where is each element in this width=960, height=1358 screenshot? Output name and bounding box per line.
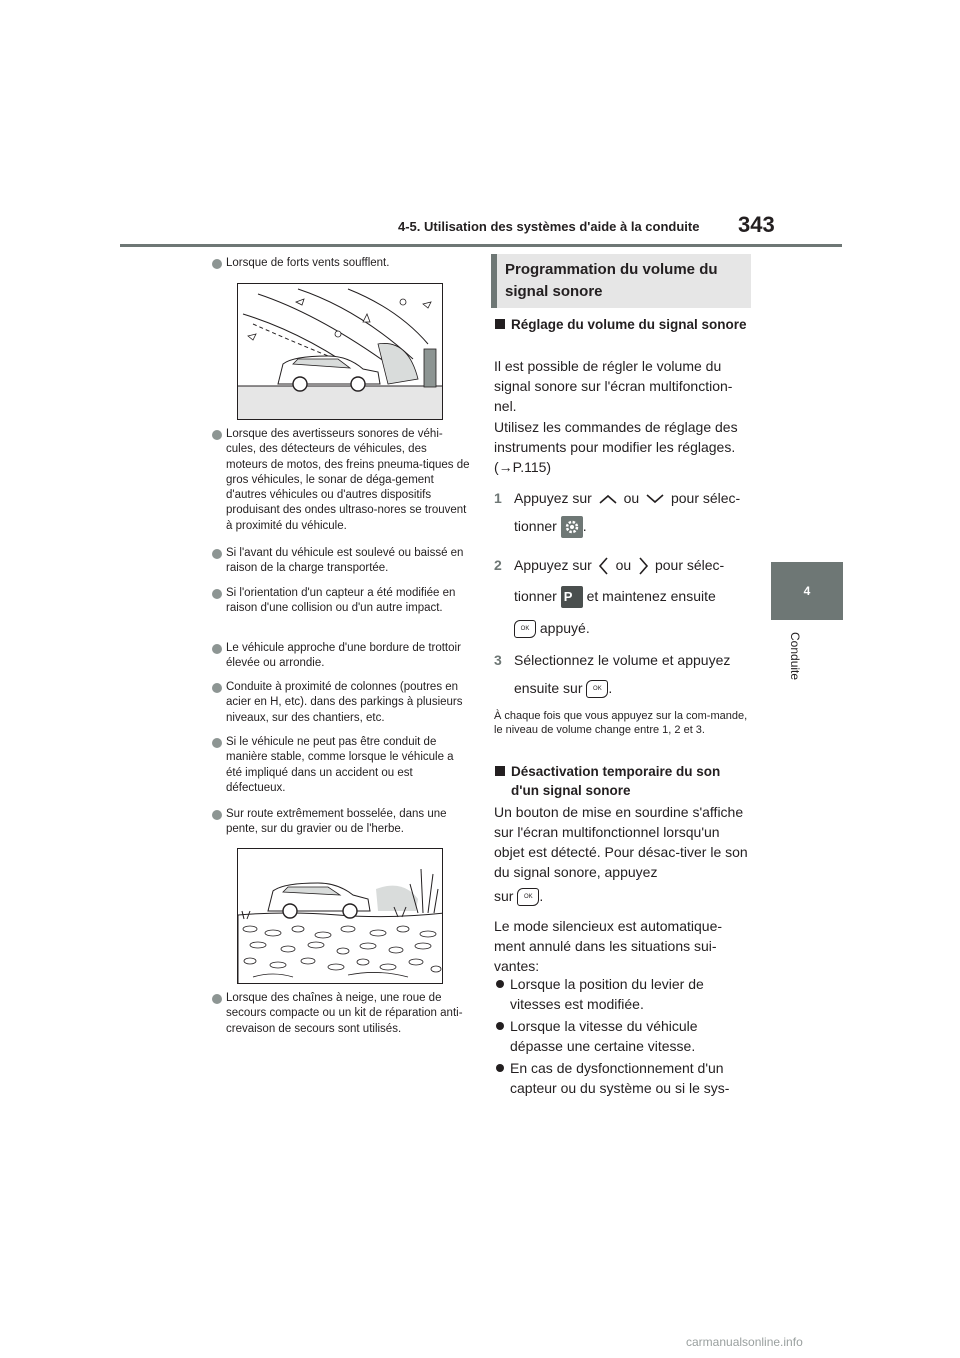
- chapter-tab: 4: [771, 562, 843, 620]
- bullet-icon: [496, 1022, 504, 1030]
- ok-button-icon: OK: [514, 620, 536, 638]
- list-item: Si l'orientation d'un capteur a été modifiée en raison d'une collision ou d'un autre impact.: [212, 586, 470, 617]
- chevron-up-icon: [596, 492, 620, 506]
- list-item: Lorsque des avertisseurs sonores de véhi-cules, des détecteurs de véhicules, des moteurs de motos, des freins pneuma-tiques de gros véhicules, le sonar de déga-gement d'autres véhicules ou d'autres dispositifs produisant des ondes ultraso-nores se trouvent à proximité du véhicule.: [212, 427, 470, 534]
- ok-button-icon: OK: [586, 680, 608, 698]
- step-number: 3: [494, 652, 502, 668]
- wind-drawing: [238, 284, 443, 420]
- bullet-icon: [212, 644, 222, 654]
- bullet-icon: [496, 980, 504, 988]
- subheading-volume: Réglage du volume du signal sonore: [495, 315, 750, 334]
- page-reference: (→P.115): [494, 459, 552, 475]
- parking-sensor-icon: P: [561, 586, 583, 608]
- subheading-mute: Désactivation temporaire du son d'un signal sonore: [495, 762, 750, 800]
- step-number: 1: [494, 490, 502, 506]
- paragraph: Un bouton de mise en sourdine s'affiche sur l'écran multifonctionnel lorsqu'un objet est détecté. Pour désac-tiver le son du signal sonore, appuyez: [494, 804, 748, 880]
- list-item: En cas de dysfonctionnement d'un capteur ou du système ou si le sys-: [494, 1058, 752, 1098]
- bullet-icon: [212, 810, 222, 820]
- list-item: Lorsque des chaînes à neige, une roue de secours compacte ou un kit de réparation anti-crevaison de secours sont utilisés.: [212, 991, 470, 1037]
- paragraph: Utilisez les commandes de réglage des instruments pour modifier les réglages. (→P.115): [494, 419, 738, 475]
- wind-illustration: [237, 283, 443, 420]
- section-heading-line2: signal sonore: [505, 283, 603, 300]
- bullet-icon: [212, 259, 222, 269]
- list-item: Si le véhicule ne peut pas être conduit de manière stable, comme lorsque le véhicule a été impliqué dans un accident ou est défectueux.: [212, 735, 470, 796]
- square-bullet-icon: [495, 766, 505, 776]
- section-heading-line1: Programmation du volume du: [505, 261, 718, 278]
- watermark: carmanualsonline.info: [686, 1335, 803, 1349]
- list-item: Si l'avant du véhicule est soulevé ou baissé en raison de la charge transportée.: [212, 546, 470, 577]
- chevron-down-icon: [643, 492, 667, 506]
- bullet-icon: [212, 683, 222, 693]
- step-number: 2: [494, 557, 502, 573]
- ok-button-icon: OK: [517, 888, 539, 906]
- rough-road-drawing: [238, 849, 443, 984]
- list-item: Lorsque la position du levier de vitesses est modifiée.: [494, 974, 752, 1014]
- list-item: Lorsque de forts vents soufflent.: [212, 256, 470, 271]
- list-item: Lorsque la vitesse du véhicule dépasse une certaine vitesse.: [494, 1016, 752, 1056]
- paragraph-cont: sur OK .: [494, 886, 752, 906]
- paragraph: Le mode silencieux est automatique-ment annulé dans les situations sui-vantes:: [494, 918, 723, 974]
- bullet-icon: [212, 549, 222, 559]
- bullet-icon: [212, 589, 222, 599]
- note: À chaque fois que vous appuyez sur la com-mande, le niveau de volume change entre 1, 2 et 3.: [494, 710, 748, 736]
- chapter-label: Conduite: [788, 632, 802, 681]
- chevron-left-icon: [596, 555, 612, 577]
- bullet-icon: [496, 1064, 504, 1072]
- bullet-icon: [212, 430, 222, 440]
- list-item: Conduite à proximité de colonnes (poutres en acier en H, etc). dans des parkings à plusieurs niveaux, sur des chantiers, etc.: [212, 680, 470, 726]
- paragraph: Il est possible de régler le volume du signal sonore sur l'écran multifonction-nel.: [494, 358, 733, 414]
- square-bullet-icon: [495, 319, 505, 329]
- bullet-icon: [212, 994, 222, 1004]
- chevron-right-icon: [635, 555, 651, 577]
- rough-road-illustration: [237, 848, 443, 984]
- running-header-title: 4-5. Utilisation des systèmes d'aide à la conduite: [398, 219, 700, 234]
- list-item: Sur route extrêmement bosselée, dans une pente, sur du gravier ou de l'herbe.: [212, 807, 470, 838]
- section-heading-box: [491, 254, 751, 308]
- header-rule: [120, 244, 842, 247]
- list-item: Le véhicule approche d'une bordure de trottoir élevée ou arrondie.: [212, 641, 470, 672]
- settings-gear-icon: [561, 516, 583, 538]
- bullet-icon: [212, 738, 222, 748]
- page-number: 343: [738, 212, 775, 237]
